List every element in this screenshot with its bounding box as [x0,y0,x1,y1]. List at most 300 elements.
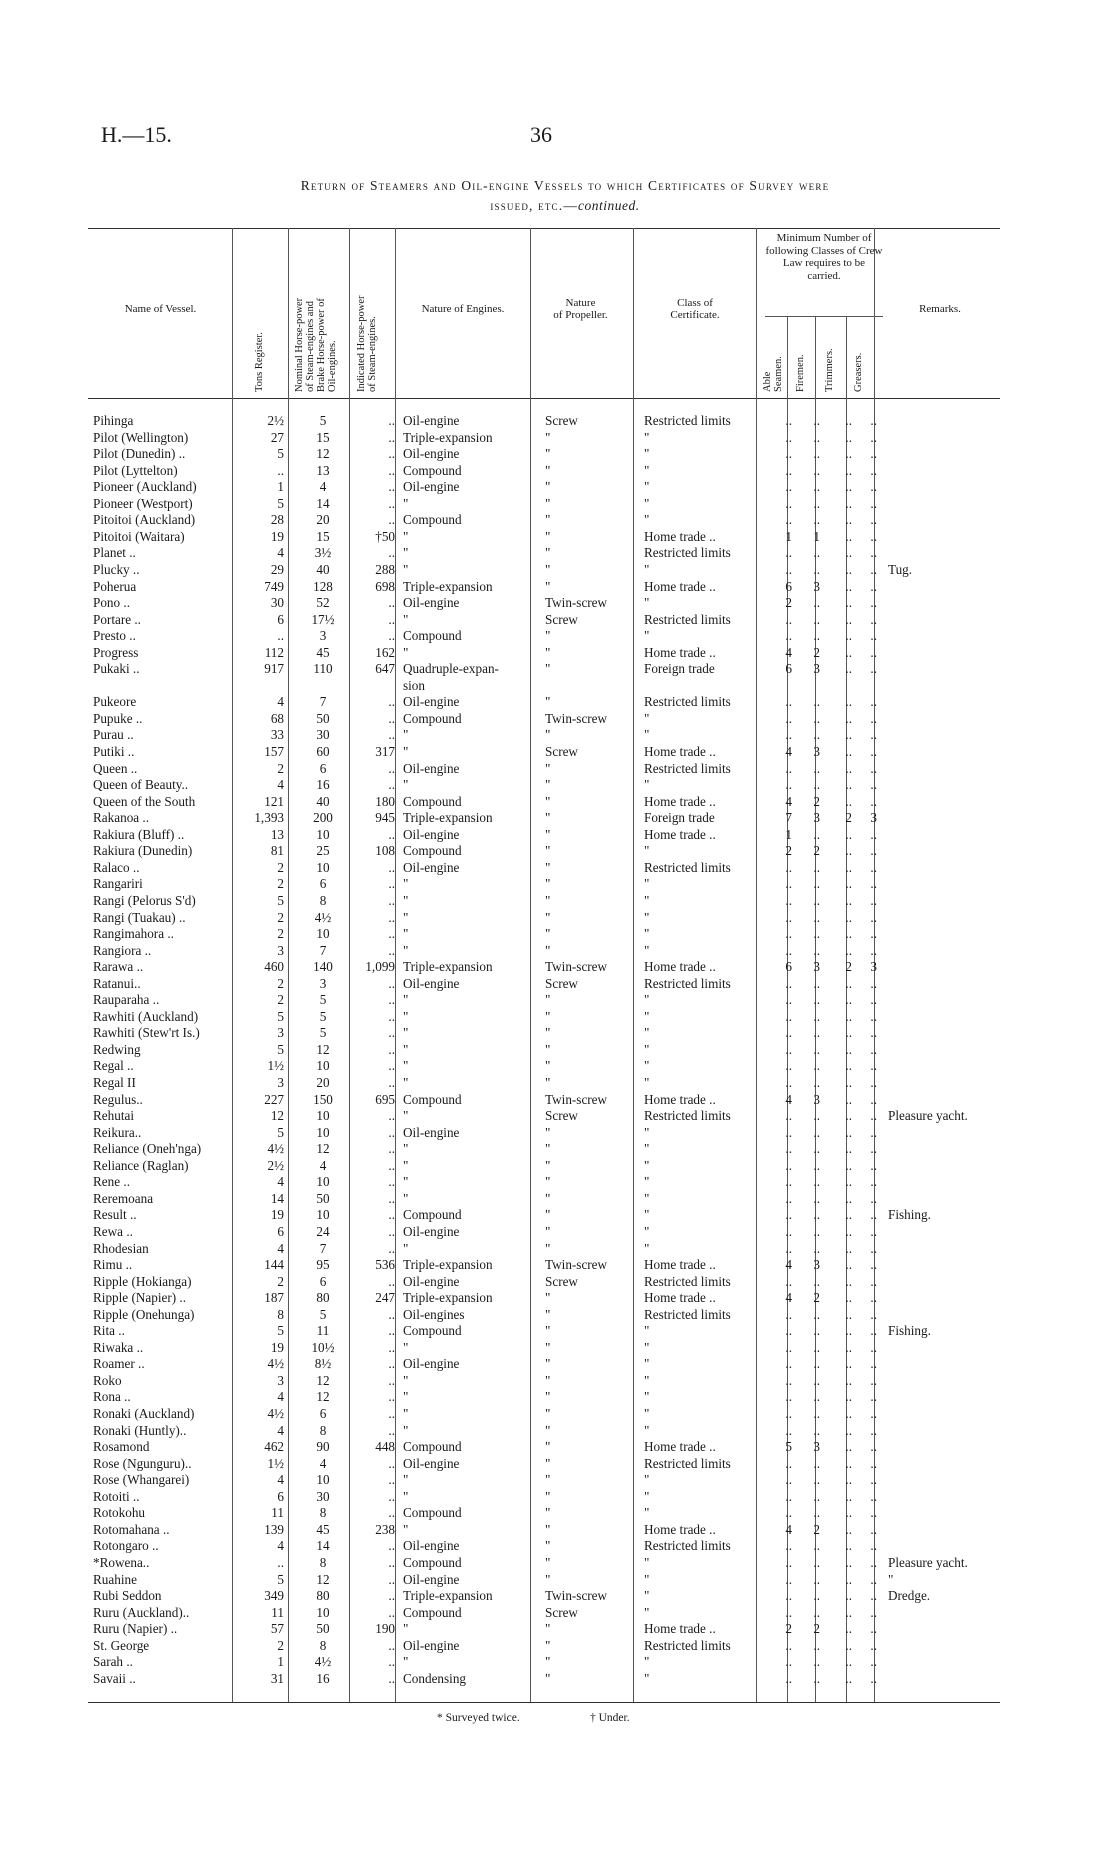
cell-tons: 227 [264,1091,284,1107]
cell-nominal-hp: 6 [319,1273,327,1289]
cell-class: " [644,1571,650,1587]
cell-class: " [644,1058,650,1074]
cell-indicated-hp: 1,099 [365,959,395,975]
cell-trimmers: .. [845,578,852,594]
cell-engines: Oil-engine [403,446,460,462]
cell-firemen: .. [813,1505,820,1521]
cell-greasers: .. [870,545,877,561]
cell-engines: " [403,992,409,1008]
cell-tons: 139 [264,1521,284,1537]
cell-engines: Oil-engine [403,1223,460,1239]
cell-propeller: " [545,1670,551,1686]
cell-engines: " [403,561,409,577]
cell-firemen: 3 [813,744,820,759]
cell-propeller: Screw [545,975,578,991]
cell-able-seamen: .. [785,1174,792,1190]
cell-propeller: " [545,1654,551,1670]
cell-able-seamen: .. [785,1141,792,1157]
cell-firemen: 3 [813,959,820,975]
cell-vessel-name: Rakanoa .. [93,810,150,826]
cell-vessel-name: Reliance (Oneh'nga) [93,1141,202,1157]
cell-vessel-name: Ripple (Onehunga) [93,1306,195,1322]
cell-indicated-hp: .. [388,892,395,908]
cell-propeller: " [545,793,551,809]
cell-engines: Oil-engine [403,1273,460,1289]
cell-propeller: " [545,1389,551,1405]
cell-trimmers: .. [845,479,852,495]
cell-able-seamen: .. [785,1654,792,1670]
cell-greasers: .. [870,628,877,644]
cell-firemen: .. [813,595,820,611]
cell-indicated-hp: 317 [375,744,395,759]
cell-propeller: " [545,1157,551,1173]
cell-propeller: " [545,545,551,561]
cell-engines: Triple-expansion [403,578,493,594]
cell-trimmers: .. [845,694,852,710]
cell-greasers: .. [870,710,877,726]
cell-tons: 4 [277,1422,284,1438]
cell-firemen: .. [813,1554,820,1570]
cell-greasers: .. [870,1075,877,1090]
cell-propeller: Twin-screw [545,1257,608,1273]
cell-able-seamen: .. [785,926,792,942]
cell-propeller: " [545,1439,551,1455]
cell-engines: Oil-engine [403,479,460,495]
cell-vessel-name: Pilot (Lyttelton) [93,462,178,478]
cell-propeller: " [545,992,551,1008]
cell-tons: 13 [270,826,284,842]
cell-propeller: Twin-screw [545,1091,608,1107]
cell-class: " [644,926,650,942]
cell-able-seamen: 1 [785,528,792,544]
cell-firemen: .. [813,1124,820,1140]
cell-indicated-hp: .. [388,1141,395,1157]
cell-propeller: " [545,1190,551,1206]
cell-nominal-hp: 4 [319,479,327,495]
cell-firemen: .. [813,892,820,908]
cell-remarks: " [888,1571,894,1587]
cell-indicated-hp: 162 [375,644,395,660]
cell-vessel-name: Plucky .. [93,561,140,577]
header-tons: Tons Register. [254,332,265,392]
cell-nominal-hp: 6 [319,1406,327,1421]
cell-engines: Compound [403,628,462,644]
cell-firemen: .. [813,1041,820,1057]
cell-indicated-hp: .. [388,1488,395,1504]
title-line-2-text: issued, etc.— [490,198,579,213]
cell-indicated-hp: .. [388,1356,395,1372]
cell-class: " [644,1124,650,1140]
cell-indicated-hp: 698 [375,578,395,594]
cell-able-seamen: .. [785,909,792,925]
cell-tons: 1½ [267,1058,284,1074]
cell-tons: 5 [277,1008,284,1024]
cell-vessel-name: Pitoitoi (Auckland) [93,512,196,528]
cell-nominal-hp: 40 [316,561,330,577]
cell-trimmers: .. [845,429,852,445]
cell-nominal-hp: 8½ [314,1356,332,1372]
cell-class: " [644,1223,650,1239]
header-nominal: Nominal Horse-power of Steam-engines and Brake Horse-power of Oil-engines. [294,297,338,392]
cell-vessel-name: Regulus.. [93,1091,143,1107]
cell-nominal-hp: 8 [319,892,327,908]
cell-greasers: .. [870,528,877,544]
cell-nominal-hp: 7 [319,1240,327,1256]
cell-engines: Oil-engine [403,1571,460,1587]
cell-propeller: " [545,909,551,925]
cell-vessel-name: Queen .. [93,760,138,776]
cell-able-seamen: .. [785,628,792,644]
cell-vessel-name: Pono .. [93,595,131,611]
cell-firemen: .. [813,1008,820,1024]
cell-tons: 5 [277,1124,284,1140]
cell-indicated-hp: .. [388,727,395,743]
cell-able-seamen: 6 [785,959,792,975]
cell-class: " [644,1604,650,1620]
cell-tons: 4½ [267,1356,284,1372]
cell-able-seamen: .. [785,1604,792,1620]
cell-firemen: .. [813,1488,820,1504]
cell-able-seamen: .. [785,876,792,892]
cell-indicated-hp: .. [388,1323,395,1339]
cell-firemen: .. [813,413,820,428]
cell-engines: " [403,876,409,892]
cell-greasers: .. [870,843,877,859]
cell-engines: " [403,611,409,627]
cell-nominal-hp: 10 [316,1207,330,1223]
cell-greasers: .. [870,1670,877,1686]
cell-firemen: .. [813,1472,820,1488]
cell-nominal-hp: 5 [319,1008,327,1024]
cell-trimmers: .. [845,1339,852,1355]
cell-trimmers: .. [845,1372,852,1388]
cell-propeller: " [545,446,551,462]
cell-tons: 2 [277,926,284,942]
cell-greasers: .. [870,1058,877,1074]
cell-able-seamen: 2 [785,595,792,611]
cell-tons: 68 [270,710,284,726]
cell-propeller: " [545,628,551,644]
cell-indicated-hp: .. [388,777,395,793]
cell-nominal-hp: 3 [319,975,327,991]
cell-able-seamen: .. [785,1025,792,1041]
cell-trimmers: .. [845,1091,852,1107]
cell-firemen: 3 [813,810,820,826]
cell-vessel-name: Rauparaha .. [93,992,160,1008]
cell-class: " [644,512,650,528]
cell-tons: 11 [271,1505,284,1521]
cell-nominal-hp: 12 [316,1041,330,1057]
cell-indicated-hp: †50 [375,528,395,544]
cell-able-seamen: .. [785,1323,792,1339]
cell-class: Home trade .. [644,826,716,842]
cell-propeller: " [545,1538,551,1554]
cell-indicated-hp: .. [388,628,395,644]
cell-firemen: .. [813,512,820,528]
cell-greasers: .. [870,975,877,991]
cell-propeller: " [545,1240,551,1256]
cell-nominal-hp: 6 [319,876,327,892]
cell-trimmers: .. [845,1323,852,1339]
cell-trimmers: .. [845,1422,852,1438]
cell-engines: " [403,1488,409,1504]
cell-indicated-hp: .. [388,1306,395,1322]
cell-trimmers: .. [845,1521,852,1537]
cell-greasers: .. [870,1290,877,1306]
cell-greasers: .. [870,694,877,710]
cell-engines: Triple-expansion [403,959,493,975]
cell-class: Foreign trade [644,810,715,826]
cell-indicated-hp: .. [388,1389,395,1405]
cell-vessel-name: Result .. [93,1207,137,1223]
cell-tons: 14 [270,1190,284,1206]
cell-vessel-name: Pitoitoi (Waitara) [93,528,185,544]
cell-firemen: .. [813,611,820,627]
cell-class: " [644,1588,650,1604]
cell-tons: 1 [277,1654,284,1670]
cell-class: " [644,1323,650,1339]
cell-nominal-hp: 6 [319,760,327,776]
cell-engines: " [403,1372,409,1388]
cell-vessel-name: Savaii .. [93,1670,136,1686]
cell-tons: 5 [277,1041,284,1057]
cell-able-seamen: .. [785,1670,792,1686]
cell-class: Restricted limits [644,975,731,991]
cell-indicated-hp: .. [388,1025,395,1041]
cell-able-seamen: 4 [785,793,792,809]
cell-trimmers: .. [845,1174,852,1190]
cell-firemen: .. [813,760,820,776]
cell-vessel-name: Roamer .. [93,1356,145,1372]
cell-able-seamen: 2 [785,1621,792,1637]
cell-able-seamen: .. [785,1008,792,1024]
cell-able-seamen: 6 [785,661,792,677]
cell-able-seamen: .. [785,1588,792,1604]
divider-propeller [530,228,531,1702]
cell-vessel-name: Regal II [93,1075,136,1090]
cell-class: Restricted limits [644,859,731,875]
cell-vessel-name: Rangi (Pelorus S'd) [93,892,196,908]
cell-vessel-name: Rakiura (Dunedin) [93,843,193,859]
cell-vessel-name: Pukeore [93,694,137,710]
cell-propeller: Twin-screw [545,1588,608,1604]
cell-firemen: .. [813,876,820,892]
cell-tons: 29 [270,561,284,577]
cell-nominal-hp: 45 [316,644,330,660]
cell-engines: Oil-engine [403,1124,460,1140]
cell-indicated-hp: 945 [375,810,395,826]
cell-class: " [644,1488,650,1504]
cell-class: " [644,595,650,611]
cell-indicated-hp: .. [388,446,395,462]
cell-firemen: .. [813,1273,820,1289]
cell-class: Home trade .. [644,644,716,660]
cell-able-seamen: 4 [785,644,792,660]
cell-tons: 2½ [267,1157,284,1173]
cell-propeller: " [545,1422,551,1438]
cell-indicated-hp: .. [388,1654,395,1670]
cell-class: Home trade .. [644,578,716,594]
cell-firemen: 3 [813,578,820,594]
cell-tons: 4 [277,1389,284,1405]
cell-vessel-name: Ripple (Napier) .. [93,1290,187,1306]
cell-tons: 11 [271,1604,284,1620]
cell-greasers: .. [870,644,877,660]
cell-trimmers: .. [845,1108,852,1124]
cell-propeller: " [545,1323,551,1339]
cell-tons: 4 [277,1240,284,1256]
cell-class: Restricted limits [644,760,731,776]
cell-nominal-hp: 5 [319,1306,327,1322]
cell-trimmers: .. [845,1157,852,1173]
cell-indicated-hp: 108 [375,843,395,859]
cell-class: " [644,1075,650,1090]
cell-propeller: " [545,512,551,528]
cell-greasers: .. [870,1521,877,1537]
cell-nominal-hp: 7 [319,942,327,958]
title-line-1: Return of Steamers and Oil-engine Vessels to which Certificates of Survey were [300,178,830,193]
cell-greasers: .. [870,1372,877,1388]
cell-greasers: .. [870,1571,877,1587]
cell-greasers: .. [870,1306,877,1322]
cell-trimmers: .. [845,793,852,809]
cell-indicated-hp: .. [388,1190,395,1206]
header-greasers: Greasers. [853,352,864,392]
cell-vessel-name: Rangimahora .. [93,926,174,942]
cell-trimmers: .. [845,1290,852,1306]
cell-trimmers: .. [845,644,852,660]
cell-nominal-hp: 8 [319,1637,327,1653]
cell-engines: Oil-engine [403,859,460,875]
cell-firemen: 3 [813,1439,820,1455]
cell-greasers: .. [870,1604,877,1620]
cell-vessel-name: Poherua [93,578,137,594]
cell-nominal-hp: 5 [319,992,327,1008]
cell-nominal-hp: 10 [316,1108,330,1124]
cell-trimmers: .. [845,1141,852,1157]
cell-tons: 4 [277,1174,284,1190]
crew-subrule [765,316,883,317]
cell-vessel-name: Rotongaro .. [93,1538,159,1554]
cell-trimmers: .. [845,1538,852,1554]
cell-trimmers: .. [845,777,852,793]
cell-tons: 6 [277,1488,284,1504]
cell-greasers: .. [870,429,877,445]
cell-propeller: " [545,1008,551,1024]
cell-nominal-hp: 10 [316,826,330,842]
cell-tons: 2½ [267,413,284,428]
cell-greasers: .. [870,495,877,511]
cell-able-seamen: .. [785,1306,792,1322]
cell-class: Restricted limits [644,694,731,710]
cell-trimmers: .. [845,1505,852,1521]
cell-class: Home trade .. [644,1257,716,1273]
cell-propeller: " [545,1290,551,1306]
cell-indicated-hp: .. [388,876,395,892]
cell-able-seamen: .. [785,1157,792,1173]
cell-firemen: .. [813,1157,820,1173]
cell-able-seamen: .. [785,1108,792,1124]
cell-trimmers: .. [845,1008,852,1024]
cell-firemen: .. [813,429,820,445]
cell-able-seamen: .. [785,1554,792,1570]
cell-firemen: .. [813,545,820,561]
cell-propeller: " [545,1339,551,1355]
cell-engines: " [403,495,409,511]
cell-indicated-hp: .. [388,1174,395,1190]
cell-class: " [644,1190,650,1206]
cell-vessel-name: Pihinga [93,413,134,428]
cell-greasers: .. [870,578,877,594]
cell-tons: 4 [277,694,284,710]
cell-tons: 19 [270,1339,284,1355]
cell-engines: Condensing [403,1670,467,1686]
cell-greasers: .. [870,942,877,958]
cell-firemen: .. [813,1538,820,1554]
cell-class: " [644,1372,650,1388]
table-title [120,176,1010,216]
cell-class: Restricted limits [644,1306,731,1322]
cell-class: " [644,1554,650,1570]
cell-greasers: .. [870,1654,877,1670]
cell-trimmers: .. [845,462,852,478]
cell-nominal-hp: 14 [316,1538,330,1554]
cell-firemen: .. [813,1025,820,1041]
cell-nominal-hp: 10½ [311,1339,335,1355]
cell-firemen: .. [813,462,820,478]
cell-indicated-hp: .. [388,1554,395,1570]
cell-engines: Triple-expansion [403,1257,493,1273]
cell-tons: 5 [277,1571,284,1587]
cell-class: " [644,1141,650,1157]
cell-firemen: 2 [813,1621,820,1637]
cell-class: Foreign trade [644,661,715,677]
cell-vessel-name: Planet .. [93,545,136,561]
cell-able-seamen: .. [785,512,792,528]
cell-propeller: " [545,760,551,776]
cell-class: Home trade .. [644,793,716,809]
cell-greasers: .. [870,760,877,776]
cell-class: Home trade .. [644,1439,716,1455]
cell-trimmers: .. [845,1621,852,1637]
cell-vessel-name: Redwing [93,1041,141,1057]
cell-remarks: Pleasure yacht. [888,1554,968,1570]
cell-engines: Compound [403,1323,462,1339]
header-indicated: Indicated Horse-power of Steam-engines. [356,295,378,392]
cell-trimmers: .. [845,528,852,544]
cell-tons: 2 [277,1273,284,1289]
cell-firemen: .. [813,992,820,1008]
cell-able-seamen: .. [785,413,792,428]
cell-class: " [644,479,650,495]
cell-class: " [644,1174,650,1190]
cell-nominal-hp: 10 [316,1124,330,1140]
cell-propeller: " [545,1207,551,1223]
cell-nominal-hp: 140 [313,959,333,975]
cell-engines: Triple-expansion [403,810,493,826]
cell-nominal-hp: 4 [319,1157,327,1173]
cell-vessel-name: Sarah .. [93,1654,133,1670]
cell-propeller: " [545,661,551,677]
cell-greasers: .. [870,826,877,842]
cell-indicated-hp: .. [388,1058,395,1074]
cell-trimmers: .. [845,1257,852,1273]
cell-nominal-hp: 50 [316,710,330,726]
cell-trimmers: .. [845,1207,852,1223]
cell-able-seamen: .. [785,892,792,908]
cell-engines: " [403,942,409,958]
cell-propeller: " [545,1621,551,1637]
